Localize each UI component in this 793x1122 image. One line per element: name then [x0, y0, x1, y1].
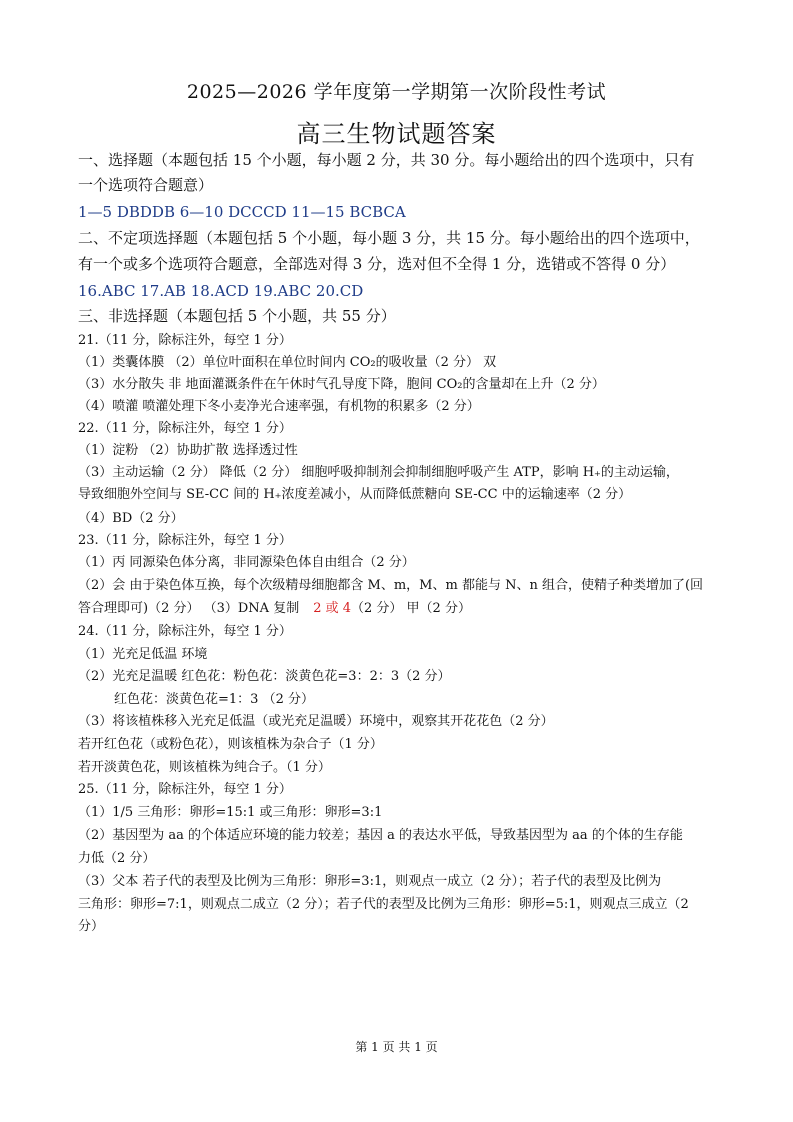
- q24-line4: （3）将该植株移入光充足低温（或光充足温暖）环境中，观察其开花花色（2 分）: [78, 714, 554, 729]
- q25-line3: 力低（2 分）: [78, 851, 156, 866]
- page-footer: 第 1 页 共 1 页: [355, 1040, 438, 1054]
- q23-line3: [78, 601, 471, 617]
- q22-line3: 导致细胞外空间与 SE-CC 间的 H₊浓度差减小，从而降低蔗糖向 SE-CC 中的运输速率（2 分）: [78, 487, 632, 502]
- q21-line1: （1）类囊体膜 （2）单位叶面积在单位时间内 CO₂的吸收量（2 分） 双: [78, 355, 497, 370]
- section2-heading-line2: 有一个或多个选项符合题意，全部选对得 3 分，选对但不全得 1 分，选错或不答得 0 分）: [78, 255, 676, 273]
- q23-highlight-answer: 2 或 4: [313, 601, 352, 616]
- q22-heading: 22.（11 分，除标注外，每空 1 分）: [78, 421, 292, 436]
- exam-title: 2025—2026 学年度第一学期第一次阶段性考试: [186, 81, 607, 103]
- exam-subtitle: 高三生物试题答案: [296, 120, 497, 148]
- q21-line2: （3）水分散失 非 地面灌溉条件在午休时气孔导度下降，胞间 CO₂的含量却在上升（2 分）: [78, 377, 605, 392]
- q21-line3: （4）喷灌 喷灌处理下冬小麦净光合速率强，有机物的积累多（2 分）: [78, 399, 480, 414]
- section2-answers: 16.ABC 17.AB 18.ACD 19.ABC 20.CD: [78, 282, 364, 300]
- q25-heading: 25.（11 分，除标注外，每空 1 分）: [78, 782, 292, 797]
- q24-line6: 若开淡黄色花，则该植株为纯合子。（1 分）: [78, 760, 331, 775]
- section1-heading-line2: 一个选项符合题意）: [78, 176, 214, 194]
- q22-line4: （4）BD（2 分）: [78, 511, 184, 526]
- q24-line3: 红色花：淡黄色花=1：3 （2 分）: [114, 692, 314, 707]
- q25-line1: （1）1/5 三角形：卵形=15:1 或三角形：卵形=3:1: [78, 805, 383, 820]
- q24-line2: （2）光充足温暖 红色花：粉色花：淡黄色花=3：2：3（2 分）: [78, 669, 451, 684]
- q24-heading: 24.（11 分，除标注外，每空 1 分）: [78, 624, 292, 639]
- q25-line6: 分）: [78, 919, 105, 934]
- q25-line2: （2）基因型为 aa 的个体适应环境的能力较差；基因 a 的表达水平低，导致基因型为 aa 的个体的生存能: [78, 828, 683, 843]
- q21-heading: 21.（11 分，除标注外，每空 1 分）: [78, 333, 292, 348]
- q25-line4: （3）父本 若子代的表型及比例为三角形：卵形=3:1，则观点一成立（2 分）；若子代的表型及比例为: [78, 874, 662, 889]
- q25-line5: 三角形：卵形=7:1，则观点二成立（2 分）；若子代的表型及比例为三角形：卵形=5:1，则观点三成立（2: [78, 897, 689, 912]
- q23-line3-part1: 答合理即可)（2 分） （3）DNA 复制: [78, 601, 300, 616]
- q24-line1: （1）光充足低温 环境: [78, 647, 208, 662]
- section1-heading-line1: 一、选择题（本题包括 15 个小题，每小题 2 分，共 30 分。每小题给出的四个选项中，只有: [78, 151, 695, 169]
- section1-answers: 1—5 DBDDB 6—10 DCCCD 11—15 BCBCA: [78, 203, 406, 221]
- section3-heading: 三、非选择题（本题包括 5 个小题，共 55 分）: [78, 307, 396, 325]
- q23-line1: （1）丙 同源染色体分离，非同源染色体自由组合（2 分）: [78, 555, 415, 570]
- q23-heading: 23.（11 分，除标注外，每空 1 分）: [78, 533, 292, 548]
- q23-line3-part2: （2 分） 甲（2 分）: [351, 601, 471, 616]
- q23-line2: （2）会 由于染色体互换，每个次级精母细胞都含 M、m，M、m 都能与 N、n 组合，使精子种类增加了(回: [78, 578, 704, 593]
- q22-line2: （3）主动运输（2 分） 降低（2 分） 细胞呼吸抑制剂会抑制细胞呼吸产生 ATP，影响 H₊的主动运输，: [78, 465, 679, 480]
- q24-line5: 若开红色花（或粉色花），则该植株为杂合子（1 分）: [78, 737, 383, 752]
- section2-heading-line1: 二、不定项选择题（本题包括 5 个小题，每小题 3 分，共 15 分。每小题给出的四个选项中，: [78, 229, 700, 247]
- q22-line1: （1）淀粉 （2）协助扩散 选择透过性: [78, 443, 298, 458]
